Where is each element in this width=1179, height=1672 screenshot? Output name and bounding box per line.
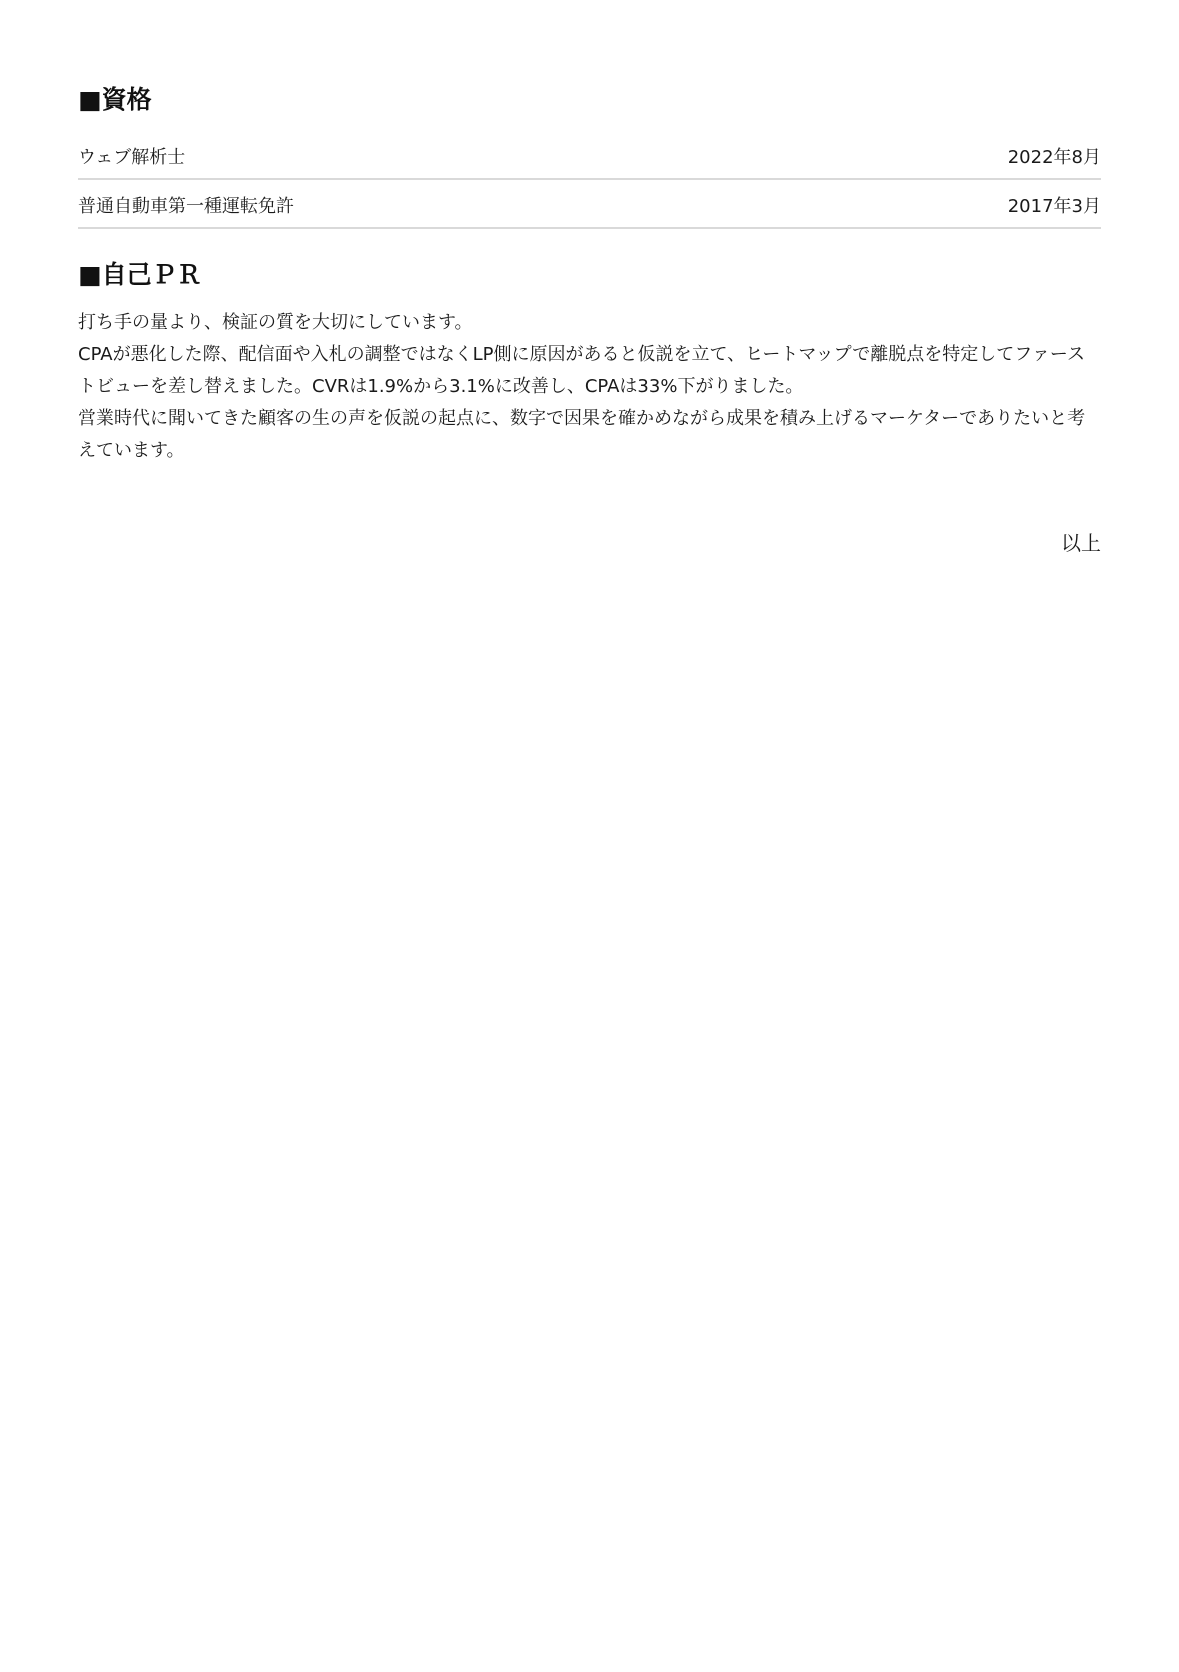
qualification-row (78, 182, 1101, 229)
self-pr-paragraph: 営業時代に聞いてきた顧客の生の声を仮説の起点に、数字で因果を確かめながら成果を積み上げるマーケターでありたいと考えています。 (78, 408, 1086, 461)
qualifications-heading: ■資格 (78, 85, 152, 114)
qualification-row (78, 133, 1101, 180)
self-pr-paragraph: CPAが悪化した際、配信面や入札の調整ではなくLP側に原因があると仮説を立て、ヒートマップで離脱点を特定してファーストビューを差し替えました。CVRは1.9%から3.1%に改善し、CPAは33%下がりました。 (78, 344, 1085, 397)
self-pr-heading: ■自己ＰＲ (78, 260, 202, 289)
closing-text: 以上 (1061, 531, 1101, 555)
qualification-date: 2022年8月 (1007, 146, 1101, 168)
self-pr-section (78, 255, 1101, 467)
qualifications-list (78, 133, 1101, 229)
self-pr-paragraph: 打ち手の量より、検証の質を大切にしています。 (78, 312, 473, 333)
qualifications-section (78, 80, 1101, 229)
qualification-date: 2017年3月 (1007, 195, 1101, 217)
qualification-name: 普通自動車第一種運転免許 (78, 195, 294, 217)
qualification-name: ウェブ解析士 (78, 146, 186, 168)
self-pr-body (78, 307, 1101, 467)
